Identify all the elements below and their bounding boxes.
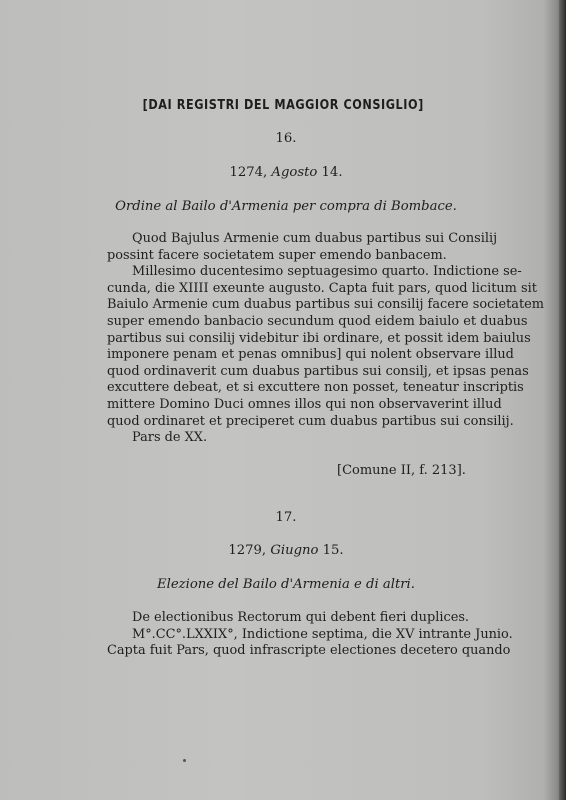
text-line: cunda, die XIIII exeunte augusto. Capta fuit pars, quod licitum sit: [107, 280, 537, 296]
text-line: excuttere debeat, et si excuttere non posset, teneatur inscriptis: [107, 380, 524, 396]
text-line: Quod Bajulus Armenie cum duabus partibus sui Consilij: [132, 231, 498, 246]
document-body-17: [107, 610, 513, 660]
date-month: Agosto: [271, 165, 318, 180]
text-line: Baiulo Armenie cum duabus partibus sui consilij facere societatem: [107, 297, 544, 313]
text-line: super emendo banbacio secundum quod eidem baiulo et duabus: [107, 313, 528, 329]
text-line: imponere penam et penas omnibus] qui nolent observare illud: [107, 347, 514, 363]
document-number-17: 17.: [275, 510, 297, 525]
date-year: 1279,: [228, 543, 267, 558]
document-title-17: Elezione del Bailo d'Armenia e di altri.: [157, 577, 415, 592]
text-line: quod ordinaverit cum duabus partibus sui consilj, et ipsas penas: [107, 363, 529, 379]
citation-16: [Comune II, f. 213].: [337, 463, 466, 478]
text-line: M°.CC°.LXXIX°, Indictione septima, die XV intrante Junio.: [132, 626, 513, 642]
text-line: quod ordinaret et preciperet cum duabus partibus sui consilij.: [107, 413, 514, 429]
text-line: De electionibus Rectorum qui debent fieri duplices.: [132, 610, 470, 625]
document-title-16: Ordine al Bailo d'Armenia per compra di Bombace.: [115, 199, 457, 214]
document-body-16: [107, 231, 544, 447]
date-year: 1274,: [229, 165, 268, 180]
section-heading: [DAI REGISTRI DEL MAGGIOR CONSIGLIO]: [142, 97, 424, 113]
date-day: 14.: [321, 165, 343, 180]
book-spine-shadow: [559, 0, 566, 800]
paper-speck: [183, 759, 186, 762]
text-line: Millesimo ducentesimo septuagesimo quarto. Indictione se-: [132, 264, 522, 280]
text-line: possint facere societatem super emendo banbacem.: [107, 247, 447, 263]
text-line: Capta fuit Pars, quod infrascripte electiones decetero quando: [107, 643, 511, 659]
document-date-16: [0, 165, 566, 180]
text-line: partibus sui consilij videbitur ibi ordinare, et possit idem baiulus: [107, 330, 531, 346]
document-number-16: 16.: [275, 131, 297, 146]
text-line: Pars de XX.: [132, 430, 208, 446]
date-day: 15.: [322, 543, 344, 558]
document-date-17: [0, 543, 566, 558]
text-line: mittere Domino Duci omnes illos qui non observaverint illud: [107, 396, 502, 412]
date-month: Giugno: [270, 543, 319, 558]
